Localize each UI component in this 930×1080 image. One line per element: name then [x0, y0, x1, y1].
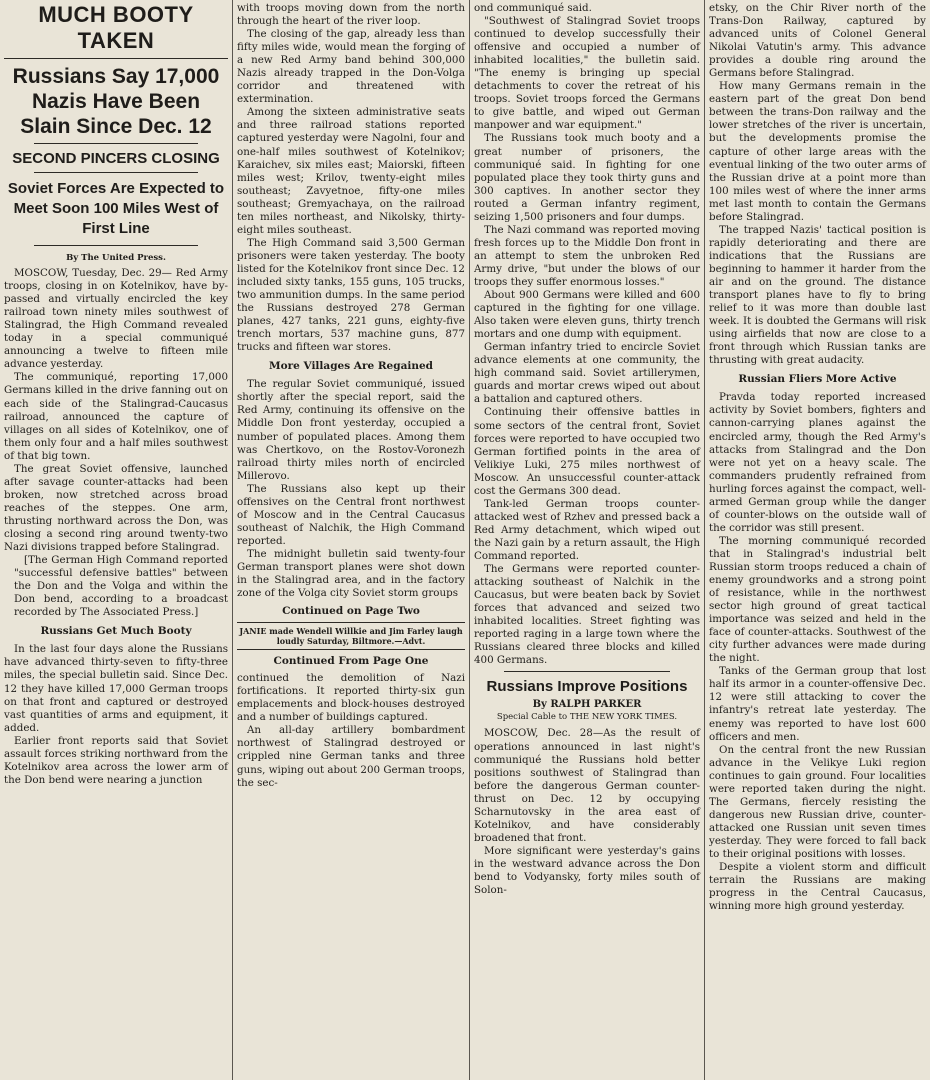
paragraph: The Russians took much booty and a great number of prisoners, the communiqué said. In fighting for one populated place they took thirty guns and 300 captives. In another sector they routed a German infantry regiment, seizing 1,500 prisoners and four dumps.	[474, 132, 700, 223]
paragraph: "Southwest of Stalingrad Soviet troops continued to develop successfully their offensive and occupied a number of inhabited localities," the bulletin said. "The enemy is bringing up special detachments to cover the retreat of his troops. Soviet troops forced the Germans to give battle, and wiped out German manpower and war equipment."	[474, 15, 700, 132]
paragraph: The great Soviet offensive, launched after savage counter-attacks had been broken, now stretched across broad reaches of the steppes. One arm, thrusting northward across the Don, was closing a second ring around twenty-two Nazi divisions trapped before Stalingrad.	[4, 462, 228, 554]
subhead: Russians Get Much Booty	[40, 625, 192, 638]
paragraph: ond communiqué said.	[474, 2, 592, 14]
paragraph: The Nazi command was reported moving fresh forces up to the Middle Don front in an attempt to stem the unbroken Red Army drive, "but under the blows of our troops they suffer enormous losses."	[474, 223, 700, 288]
headline-rule	[4, 58, 228, 59]
paragraph: The regular Soviet communiqué, issued shortly after the special report, said the Red Army, continuing its offensive on the Middle Don front yesterday, occupied a number of populated places. Among them was Chertkovo, on the Rostov-Voronezh railroad thirty miles north of encircled Millerovo.	[237, 378, 465, 482]
subhead: More Villages Are Regained	[268, 360, 434, 373]
paragraph: About 900 Germans were killed and 600 captured in the fighting for one village. Also taken were eleven guns, thirty trench mortars and one dump with equipment.	[474, 289, 700, 341]
paragraph: The morning communiqué recorded that in Stalingrad's industrial belt Russian storm troops reduced a chain of enemy groundworks and a strong point of resistance, while in the northwest sector high ground of great tactical importance was seized and held in the face of counter-attacks. Southwest of the city further advances were made during the night.	[709, 534, 926, 665]
advert-rule	[237, 649, 465, 650]
column-2	[233, 0, 469, 1080]
paragraph: Pravda today reported increased activity by Soviet bombers, fighters and cannon-carrying planes against the encircled army, though the Red Army's attacks from Stalingrad and the Don were not yet on a heavy scale. The commanders prudently refrained from hurling forces against the compact, well-armed German group while the danger of counter-blows on the outside wall of the corridor was still present.	[709, 391, 926, 534]
paragraph: Among the sixteen administrative seats and three railroad stations reported captured yesterday were Nagolni, four and one-half miles southwest of Kotelnikov; Karaichev, six miles east; Maiorski, fifteen miles west; Krilov, twenty-eight miles southeast; Zavyetnoe, fifty-one miles southeast; Gremyachaya, on the railroad ten miles northeast, and Nikolsky, thirty-eight miles southeast.	[237, 106, 465, 236]
paragraph: Despite a violent storm and difficult terrain the Russians are making progress in the Central Caucasus, winning more high ground yesterday.	[709, 861, 926, 913]
bracketed-note: [The German High Command reported "successful defensive battles" between the Don and the Volga and within the Don bend, according to a broadcast recorded by The Associated Press.]	[14, 554, 228, 619]
paragraph: On the central front the new Russian advance in the Velikye Luki region continues to gain ground. Four localities were reported taken during the night. The Germans, fiercely resisting the dangerous new Russian drive, counter-attacked one Russian unit seven times yesterday. They were forced to fall back to their original positions with losses.	[709, 743, 926, 860]
paragraph: The High Command said 3,500 German prisoners were taken yesterday. The booty listed for the Kotelnikov front since Dec. 12 included sixty tanks, 155 guns, 105 trucks, two ammunition dumps. In the same period the Russians destroyed 278 German planes, 427 tanks, 221 guns, eighty-five trench mortars, 537 machine guns, 877 trucks and fifteen war stores.	[237, 236, 465, 354]
paragraph: Tanks of the German group that lost half its armor in a counter-offensive Dec. 12 were still attacking to cover the infantry's retreat late yesterday. The enemy was reported to have lost 600 officers and men.	[709, 665, 926, 743]
main-headline: MUCH BOOTY TAKEN	[38, 2, 194, 53]
section-rule	[504, 671, 670, 672]
deck-rule	[34, 245, 198, 246]
paragraph: The Russians also kept up their offensives on the Central front northwest of Moscow and in the Central Caucasus southeast of Nalchik, the High Command reported.	[237, 482, 465, 547]
paragraph: The Germans were reported counter-attacking southeast of Nalchik in the Caucasus, but were beaten back by Soviet forces that advanced and seized two inhabited localities. Street fighting was reported raging in a large town where the Russians cleared three blocks and killed 400 Germans.	[474, 563, 700, 667]
paragraph: German infantry tried to encircle Soviet advance elements at one community, the high command said. Soviet artillerymen, guards and mortar crews wiped out about a battalion and captured others.	[474, 341, 700, 406]
paragraph: More significant were yesterday's gains in the westward advance across the Don bend to Vodyansky, forty miles south of Solon-	[474, 844, 700, 897]
paragraph: etsky, on the Chir River north of the Trans-Don Railway, captured by advanced units of Colonel General Nikolai Vatutin's army. This advance provides a double ring around the Germans before Stalingrad.	[709, 2, 926, 80]
paragraph: MOSCOW, Tuesday, Dec. 29— Red Army troops, closing in on Kotelnikov, have by-passed and virtually encircled the key railroad town ninety miles southwest of Stalingrad, the High Command revealed today in a special communiqué announcing a twelve to fifteen mile advance yesterday.	[4, 267, 228, 371]
paragraph: The midnight bulletin said twenty-four German transport planes were shot down in the Stalingrad area, and in the factory zone of the Volga city Soviet storm groups	[237, 547, 465, 600]
deck-rule	[34, 172, 198, 173]
column-4	[705, 0, 930, 1080]
paragraph: Tank-led German troops counter-attacked west of Rzhev and pressed back a Red Army detachment, which wiped out the Nazi gain by a return assault, the High Command reported.	[474, 497, 700, 562]
special-cable-credit: Special Cable to THE NEW YORK TIMES.	[496, 712, 678, 723]
subhead: Russian Fliers More Active	[738, 373, 897, 386]
deck-pincers: SECOND PINCERS CLOSING	[12, 150, 220, 167]
continued-on-jump: Continued on Page Two	[282, 605, 420, 618]
paragraph: MOSCOW, Dec. 28—As the result of operations announced in last night's communiqué the Russians hold better positions southwest of Stalingrad than before the dangerous German counter-thrust on Dec. 12 by occupying Scharnutovsky in the area east of Kotelnikov, and have considerably broadened that front.	[474, 727, 700, 844]
parker-byline: By RALPH PARKER	[532, 699, 642, 711]
paragraph: In the last four days alone the Russians have advanced thirty-seven to fifty-three miles, the special bulletin said. Since Dec. 12 they have killed 17,000 German troops on that front and captured or destroyed vast quantities of arms and equipment, it added.	[4, 643, 228, 734]
advertisement: JANIE made Wendell Willkie and Jim Farley laugh loudly Saturday, Biltmore.—Advt.	[239, 626, 463, 647]
paragraph: An all-day artillery bombardment northwest of Stalingrad destroyed or crippled nine German tanks and three guns, wiping out about 200 German troops, the sec-	[237, 724, 465, 789]
paragraph: Earlier front reports said that Soviet assault forces striking northward from the Kotelnikov area across the lower arm of the Don bend were nearing a junction	[4, 734, 228, 786]
column-3	[470, 0, 704, 1080]
paragraph: continued the demolition of Nazi fortifications. It reported thirty-six gun emplacements and block-houses destroyed and a number of buildings captured.	[237, 672, 465, 724]
deck-soviet-forces: Soviet Forces Are Expected to Meet Soon 100 Miles West of First Line	[7, 180, 225, 237]
paragraph: How many Germans remain in the eastern part of the great Don bend between the trans-Don railway and the lower stretches of the river is uncertain, but the developments promise the capture of other large areas with the eventual linking of the two outer arms of the Russian drive at a point more than 100 miles west of where the inner arms met last month to contain the Germans before Stalingrad.	[709, 80, 926, 223]
paragraph: with troops moving down from the north through the heart of the river loop.	[237, 2, 465, 28]
paragraph: The communiqué, reporting 17,000 Germans killed in the drive fanning out on each side of the Stalingrad-Caucasus railroad, announced the capture of villages on all sides of Kotelnikov, one of them only four and a half miles southwest of that big town.	[4, 371, 228, 462]
column-1	[0, 0, 232, 1080]
advert-rule	[237, 622, 465, 623]
deck-rule	[34, 143, 198, 144]
deck-headline: Russians Say 17,000 Nazis Have Been Slain Since Dec. 12	[12, 65, 220, 138]
byline: By The United Press.	[66, 253, 166, 263]
paragraph: The closing of the gap, already less than fifty miles wide, would mean the forging of a new Red Army band behind 300,000 Nazis already trapped in the Don-Volga corridor and threatened with extermination.	[237, 28, 465, 106]
parker-headline: Russians Improve Positions	[486, 678, 688, 696]
paragraph: Continuing their offensive battles in some sectors of the central front, Soviet forces were reported to have occupied two German fortified points in the area of Velikiye Luki, 275 miles northwest of Moscow. An unsuccessful counter-attack cost the Germans 300 dead.	[474, 406, 700, 497]
paragraph: The trapped Nazis' tactical position is rapidly deteriorating and there are indications that the Russians are beginning to hammer it harder from the air and on the ground. The distance transport planes have to fly to bring relief to it was more than double last week. It is doubted the Germans will risk using airfields that now are close to a front through which Russian tanks are thrusting with great audacity.	[709, 223, 926, 367]
continued-from-jump: Continued From Page One	[273, 655, 429, 668]
